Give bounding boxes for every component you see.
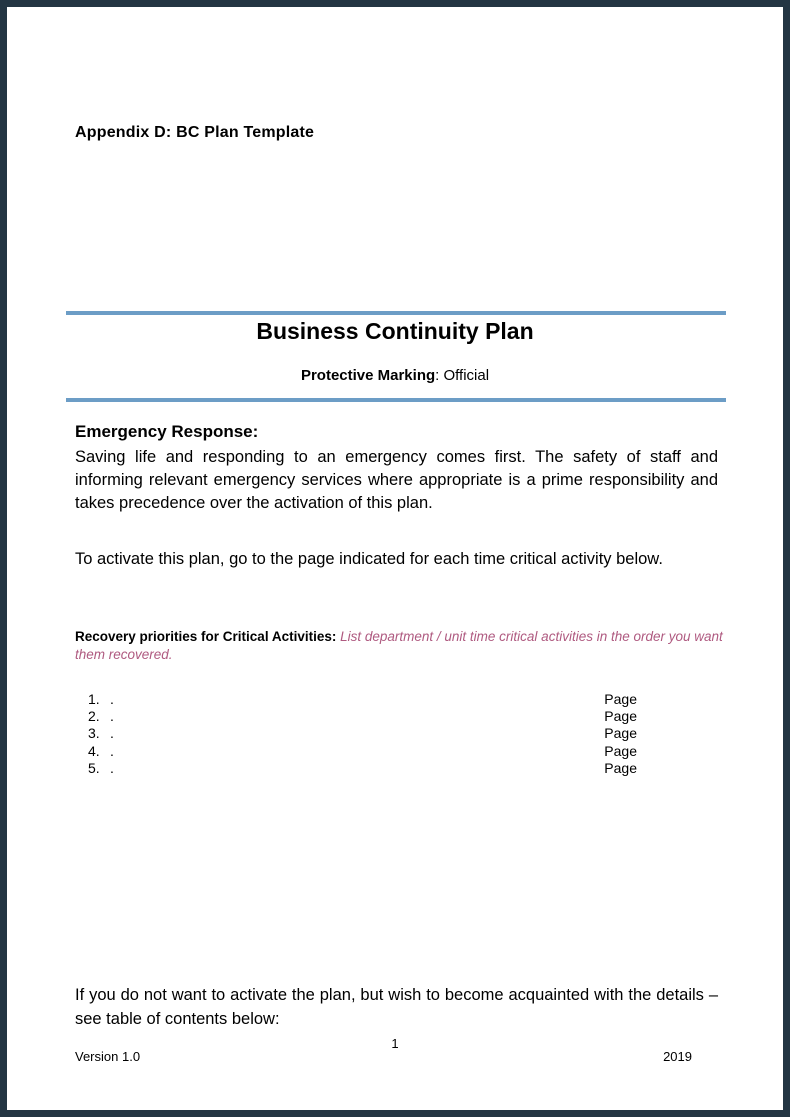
list-item-activity: . <box>110 725 114 742</box>
list-item-page-label: Page <box>604 708 637 725</box>
page-footer <box>75 1049 692 1064</box>
list-item-activity: . <box>110 742 114 759</box>
list-item-page-label: Page <box>604 691 637 707</box>
list-item-number: 3. <box>88 725 100 742</box>
list-item-page-label: Page <box>604 742 637 759</box>
horizontal-rule-bottom <box>66 398 726 402</box>
list-item <box>88 760 637 777</box>
list-item-number: 2. <box>88 708 100 725</box>
document-title: Business Continuity Plan <box>256 318 534 344</box>
appendix-heading: Appendix D: BC Plan Template <box>75 124 315 141</box>
list-item-number: 4. <box>88 742 100 759</box>
footer-version: Version 1.0 <box>75 1049 141 1064</box>
emergency-response-heading: Emergency Response: <box>75 422 259 441</box>
list-item-page-label: Page <box>604 725 637 742</box>
closing-note-paragraph: If you do not want to activate the plan, but wish to become acquainted with the details – see table of contents below: <box>75 986 718 1028</box>
list-item-number: 5. <box>88 759 100 776</box>
protective-marking-value: : Official <box>435 367 490 384</box>
protective-marking-line <box>7 367 783 384</box>
horizontal-rule-top <box>66 311 726 315</box>
footer-year: 2019 <box>663 1049 692 1064</box>
list-item-activity: . <box>110 759 114 776</box>
list-item <box>88 691 637 708</box>
list-item-page-label: Page <box>604 759 637 776</box>
list-item <box>88 725 637 742</box>
recovery-priorities-note: List department / unit time critical activities in the order you want them recovered. <box>75 629 723 662</box>
emergency-response-paragraph: Saving life and responding to an emergency comes first. The safety of staff and informing relevant emergency services where appropriate is a prime responsibility and takes precedence over the activation of this plan. <box>75 448 718 512</box>
list-item-number: 1. <box>88 691 100 707</box>
critical-activities-list <box>88 691 637 777</box>
recovery-priorities-line <box>75 628 725 664</box>
list-item <box>88 708 637 725</box>
recovery-priorities-label: Recovery priorities for Critical Activities: <box>75 629 337 644</box>
list-item-activity: . <box>110 691 114 707</box>
list-item <box>88 743 637 760</box>
activation-instruction-paragraph: To activate this plan, go to the page indicated for each time critical activity below. <box>75 550 663 568</box>
protective-marking-label: Protective Marking <box>300 367 436 384</box>
page-number: 1 <box>391 1036 399 1051</box>
list-item-activity: . <box>110 708 114 725</box>
